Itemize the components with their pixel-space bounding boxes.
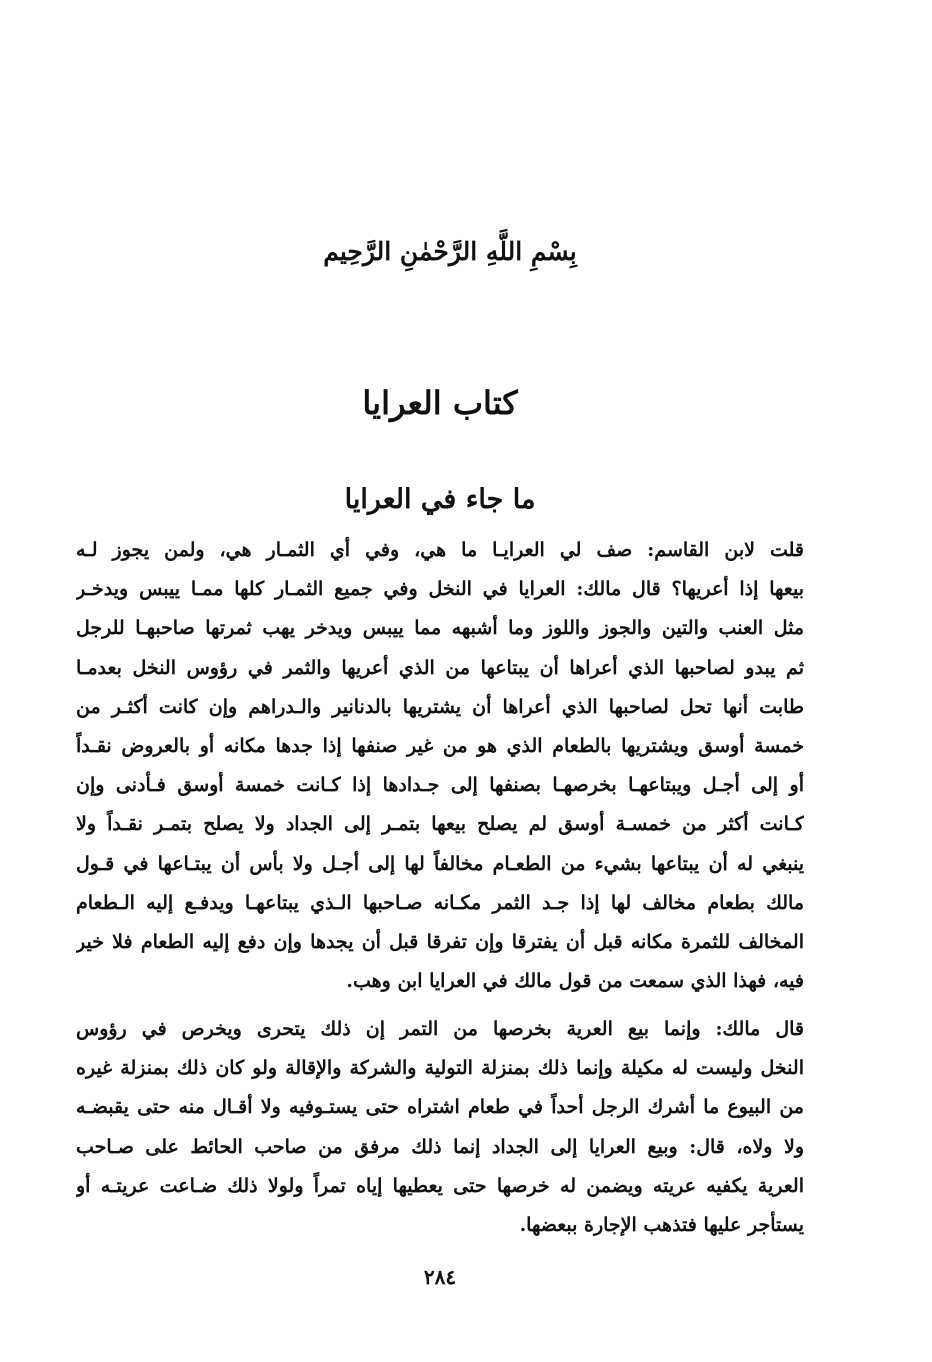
- text-line: ينبغي له أن يبتاعها بشيء من الطعـام مخالفاً لها إلى أجـل ولا بأس أن يبتـاعها في قـول: [76, 852, 804, 875]
- text-line: قال مالك: وإنما بيع العرية بخرصها من التمر إن ذلك يتحرى ويخرص في رؤوس: [76, 1018, 804, 1040]
- basmala-heading: بِسْمِ اللَّهِ الرَّحْمٰنِ الرَّحِيم: [323, 237, 577, 266]
- text-line: طابت أنها تحل لصاحبها الذي أعراها أن يشتريها بالدنانير والـدراهم وإن كانت أكثـر من: [76, 695, 804, 718]
- paragraph-1: [76, 531, 804, 1001]
- book-title: كتاب العرايا: [362, 384, 518, 422]
- text-line: ثم يبدو لصاحبها الذي أعراها أن يبتاعها من الذي أعريها والثمر في رؤوس النخل بعدمـا: [76, 656, 804, 679]
- text-line: العرية يكفيه عريته ويضمن له خرصها حتى يعطيها إياه تمراً ولولا ذلك ضـاعت عريتـه أو: [76, 1174, 804, 1197]
- text-line: خمسة أوسق ويشتريها بالطعام الذي هو من غير صنفها إذا جدها مكانه أو بالعروض نقـداً: [76, 734, 804, 757]
- text-line: يستأجر عليها فتذهب الإجارة ببعضها.: [519, 1213, 804, 1236]
- text-line: مثل العنب والتين والجوز واللوز وما أشبهه مما ييبس ويدخر يهب ثمرتها صاحبهـا للرجل: [76, 617, 804, 640]
- text-line: فيه، فهذا الذي سمعت من قول مالك في العرايا ابن وهب.: [346, 970, 804, 993]
- text-line: بيعها إذا أعريها؟ قال مالك: العرايا في النخل وفي جميع الثمـار كلها ممـا ييبس ويدخـر: [76, 578, 804, 601]
- text-line: قلت لابن القاسم: صف لي العرايـا ما هي، وفي أي الثمـار هي، ولمن يجوز لـه: [76, 539, 804, 561]
- text-line: كـانت أكثر من خمسـة أوسق لم يصلح بيعها بتمـر إلى الجداد ولا يصلح بتمـر نقـداً ولا: [76, 813, 804, 836]
- text-line: المخالف للثمرة مكانه قبل أن يفترقا وإن تفرقا قبل أن يجدها وإن دفع إليه الطعام فلا خير: [76, 930, 804, 953]
- text-line: ولا ولاه، قال: وبيع العرايا إلى الجداد إنما ذلك مرفق من صاحب الحائط على صـاحب: [76, 1135, 804, 1158]
- text-line: مالك بطعام مخالف لها إذا جـد الثمر مكـانه صـاحبها الـذي يبتاعهـا ويدفـع إليه الـطعام: [76, 891, 804, 914]
- chapter-title: ما جاء في العرايا: [344, 484, 536, 515]
- paragraph-2: [76, 1010, 804, 1245]
- page-number: ٢٨٤: [423, 1265, 457, 1289]
- text-line: النخل وليست له مكيلة وإنما ذلك بمنزلة التولية والشركة والإقالة ولو كان ذلك بمنزلة غيره: [76, 1057, 804, 1080]
- text-line: من البيوع ما أشرك الرجل أحداً في طعام اشتراه حتى يستـوفيه ولا أقـال منه حتى يقبضـه: [76, 1096, 804, 1119]
- text-line: أو إلى أجـل ويبتاعهـا بخرصهـا بصنفها إلى جـدادها إذا كـانت خمسة أوسق فـأدنى وإن: [76, 774, 804, 797]
